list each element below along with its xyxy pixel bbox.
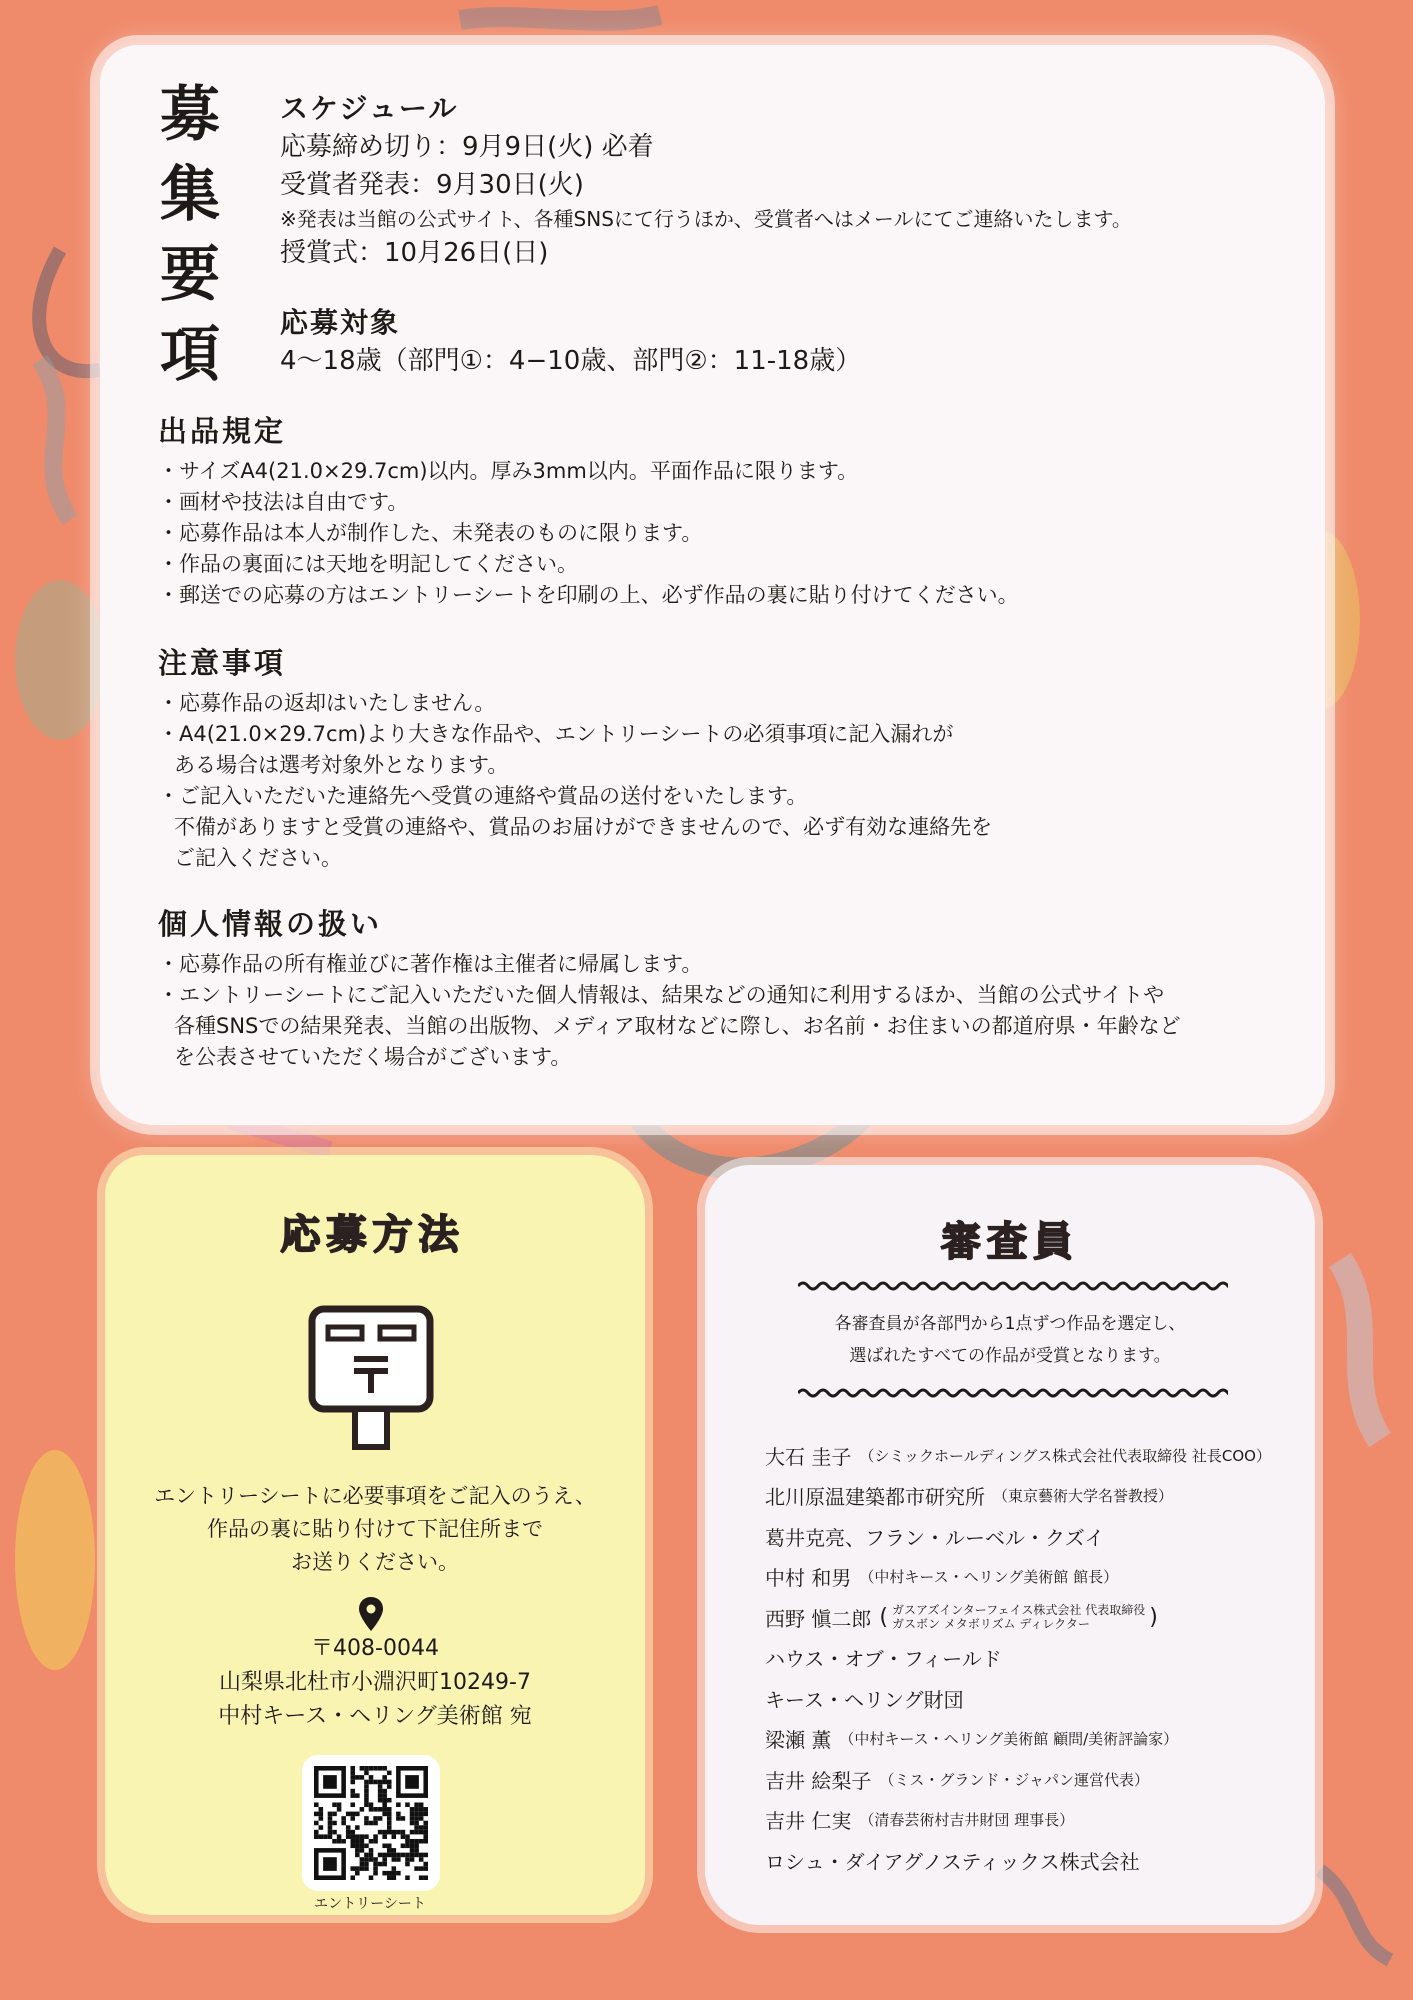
notes-item-continued: ある場合は選考対象外となります。 bbox=[174, 753, 509, 777]
notes-item: ・応募作品の返却はいたしません。 bbox=[158, 691, 496, 715]
vertical-title bbox=[155, 75, 225, 395]
postbox-icon bbox=[308, 1305, 434, 1453]
judge-name: ロシュ・ダイアグノスティックス株式会社 bbox=[765, 1849, 1140, 1874]
paren-open: ( bbox=[879, 1604, 888, 1630]
judge-role: （中村キース・ヘリング美術館 顧問/美術評論家） bbox=[839, 1730, 1179, 1749]
vertical-title-char: 要 bbox=[160, 240, 220, 310]
address-text: 山梨県北杜市小淵沢町10249-7 bbox=[219, 1670, 531, 1695]
notes-item-continued: ご記入ください。 bbox=[174, 846, 342, 870]
schedule-block bbox=[280, 90, 1132, 380]
rules-section bbox=[158, 410, 1019, 611]
wavy-divider-bottom bbox=[798, 1385, 1228, 1401]
judge-item bbox=[765, 1800, 1271, 1841]
vertical-title-char: 集 bbox=[160, 160, 220, 230]
judge-item bbox=[765, 1759, 1271, 1800]
notes-heading: 注意事項 bbox=[158, 646, 287, 680]
ceremony-text: 授賞式：10月26日(日) bbox=[280, 238, 549, 268]
rules-item: ・応募作品は本人が制作した、未発表のものに限ります。 bbox=[158, 521, 703, 545]
judge-role: （シミックホールディングス株式会社代表取締役 社長COO） bbox=[859, 1446, 1271, 1465]
judge-name: 吉井 絵梨子 bbox=[765, 1768, 872, 1793]
instruction-line: お送りください。 bbox=[291, 1550, 459, 1574]
announcement-note: ※発表は当館の公式サイト、各種SNSにて行うほか、受賞者へはメールにてご連絡いたします。 bbox=[280, 207, 1132, 231]
judge-role: （ミス・グランド・ジャパン運営代表） bbox=[879, 1770, 1150, 1789]
judge-item bbox=[765, 1516, 1271, 1557]
judge-item bbox=[765, 1678, 1271, 1719]
target-text: 4〜18歳（部門①：4−10歳、部門②：11-18歳） bbox=[280, 346, 862, 376]
rules-heading: 出品規定 bbox=[158, 414, 287, 448]
instruction-line: エントリーシートに必要事項をご記入のうえ、 bbox=[154, 1484, 596, 1508]
judge-item bbox=[765, 1557, 1271, 1598]
judge-role: （清春芸術村吉井財団 理事長） bbox=[859, 1811, 1075, 1830]
address-block bbox=[120, 1632, 630, 1734]
judges-title-text: 審査員 bbox=[941, 1219, 1079, 1265]
judge-name: 大石 圭子 bbox=[765, 1444, 852, 1469]
judge-name: 梁瀬 薫 bbox=[765, 1728, 832, 1753]
judge-item bbox=[765, 1719, 1271, 1760]
postal-code: 〒408-0044 bbox=[311, 1636, 439, 1661]
vertical-title-char: 募 bbox=[160, 80, 220, 150]
privacy-heading: 個人情報の扱い bbox=[158, 907, 383, 941]
notes-item: ・ご記入いただいた連絡先へ受賞の連絡や賞品の送付をいたします。 bbox=[158, 784, 808, 808]
recipient-text: 中村キース・ヘリング美術館 宛 bbox=[218, 1704, 532, 1729]
judge-name: 中村 和男 bbox=[765, 1566, 852, 1591]
judges-note-line: 各審査員が各部門から1点ずつ作品を選定し、 bbox=[834, 1314, 1186, 1334]
judge-role-line: ガスアズインターフェイス株式会社 代表取締役 bbox=[891, 1603, 1146, 1618]
judge-role: （中村キース・ヘリング美術館 館長） bbox=[859, 1568, 1119, 1587]
judge-item bbox=[765, 1597, 1271, 1638]
location-pin-icon bbox=[359, 1597, 383, 1631]
apply-title-text: 応募方法 bbox=[280, 1212, 465, 1258]
judge-item bbox=[765, 1840, 1271, 1881]
privacy-item-continued: を公表させていただく場合がございます。 bbox=[174, 1045, 572, 1069]
judge-item bbox=[765, 1638, 1271, 1679]
instruction-line: 作品の裏に貼り付けて下記住所まで bbox=[207, 1517, 543, 1541]
rules-item: ・作品の裏面には天地を明記してください。 bbox=[158, 552, 578, 576]
announcement-text: 受賞者発表：9月30日(火) bbox=[280, 170, 584, 200]
notes-section bbox=[158, 642, 992, 874]
judges-list bbox=[765, 1435, 1271, 1881]
wavy-divider-top bbox=[798, 1278, 1228, 1294]
qr-code-frame[interactable] bbox=[302, 1755, 440, 1891]
target-heading: 応募対象 bbox=[280, 306, 401, 339]
judge-role-multiline bbox=[892, 1603, 1145, 1631]
judge-name: 葛井克亮、フラン・ルーベル・クズイ bbox=[765, 1525, 1105, 1550]
notes-item: ・A4(21.0×29.7cm)より大きな作品や、エントリーシートの必須事項に記入漏れが bbox=[158, 722, 954, 746]
qr-code-icon[interactable] bbox=[314, 1766, 428, 1880]
judge-name: 吉井 仁実 bbox=[765, 1809, 852, 1834]
privacy-item: ・エントリーシートにご記入いただいた個人情報は、結果などの通知に利用するほか、当館の公式サイトや bbox=[158, 983, 1165, 1007]
judge-name: 西野 愼二郎 bbox=[765, 1606, 872, 1631]
privacy-item: ・応募作品の所有権並びに著作権は主催者に帰属します。 bbox=[158, 952, 703, 976]
judge-item bbox=[765, 1435, 1271, 1476]
rules-item: ・郵送での応募の方はエントリーシートを印刷の上、必ず作品の裏に貼り付けてください。 bbox=[158, 583, 1019, 607]
judge-role-line: ガスボン メタボリズム ディレクター bbox=[891, 1617, 1090, 1632]
apply-title bbox=[265, 1203, 480, 1260]
judges-note-line: 選ばれたすべての作品が受賞となります。 bbox=[849, 1346, 1171, 1366]
paren-close: ) bbox=[1149, 1604, 1158, 1630]
judge-name: ハウス・オブ・フィールド bbox=[765, 1647, 1002, 1672]
rules-item: ・画材や技法は自由です。 bbox=[158, 490, 409, 514]
notes-item-continued: 不備がありますと受賞の連絡や、賞品のお届けができませんので、必ず有効な連絡先を bbox=[174, 815, 993, 839]
rules-item: ・サイズA4(21.0×29.7cm)以内。厚み3mm以内。平面作品に限ります。 bbox=[158, 459, 859, 483]
judge-role: （東京藝術大学名誉教授） bbox=[993, 1487, 1174, 1506]
qr-label: エントリーシート bbox=[314, 1896, 426, 1912]
deadline-text: 応募締め切り：9月9日(火) 必着 bbox=[280, 132, 654, 162]
privacy-section bbox=[158, 903, 1181, 1073]
vertical-title-char: 項 bbox=[160, 320, 220, 390]
judges-note bbox=[745, 1308, 1275, 1372]
judge-name: キース・ヘリング財団 bbox=[765, 1687, 964, 1712]
judge-item bbox=[765, 1476, 1271, 1517]
privacy-item-continued: 各種SNSでの結果発表、当館の出版物、メディア取材などに際し、お名前・お住まいの都道府県・年齢など bbox=[174, 1014, 1181, 1038]
judges-title bbox=[930, 1210, 1090, 1267]
apply-instructions bbox=[120, 1480, 630, 1579]
schedule-heading: スケジュール bbox=[280, 92, 459, 125]
judge-name: 北川原温建築都市研究所 bbox=[765, 1485, 985, 1510]
